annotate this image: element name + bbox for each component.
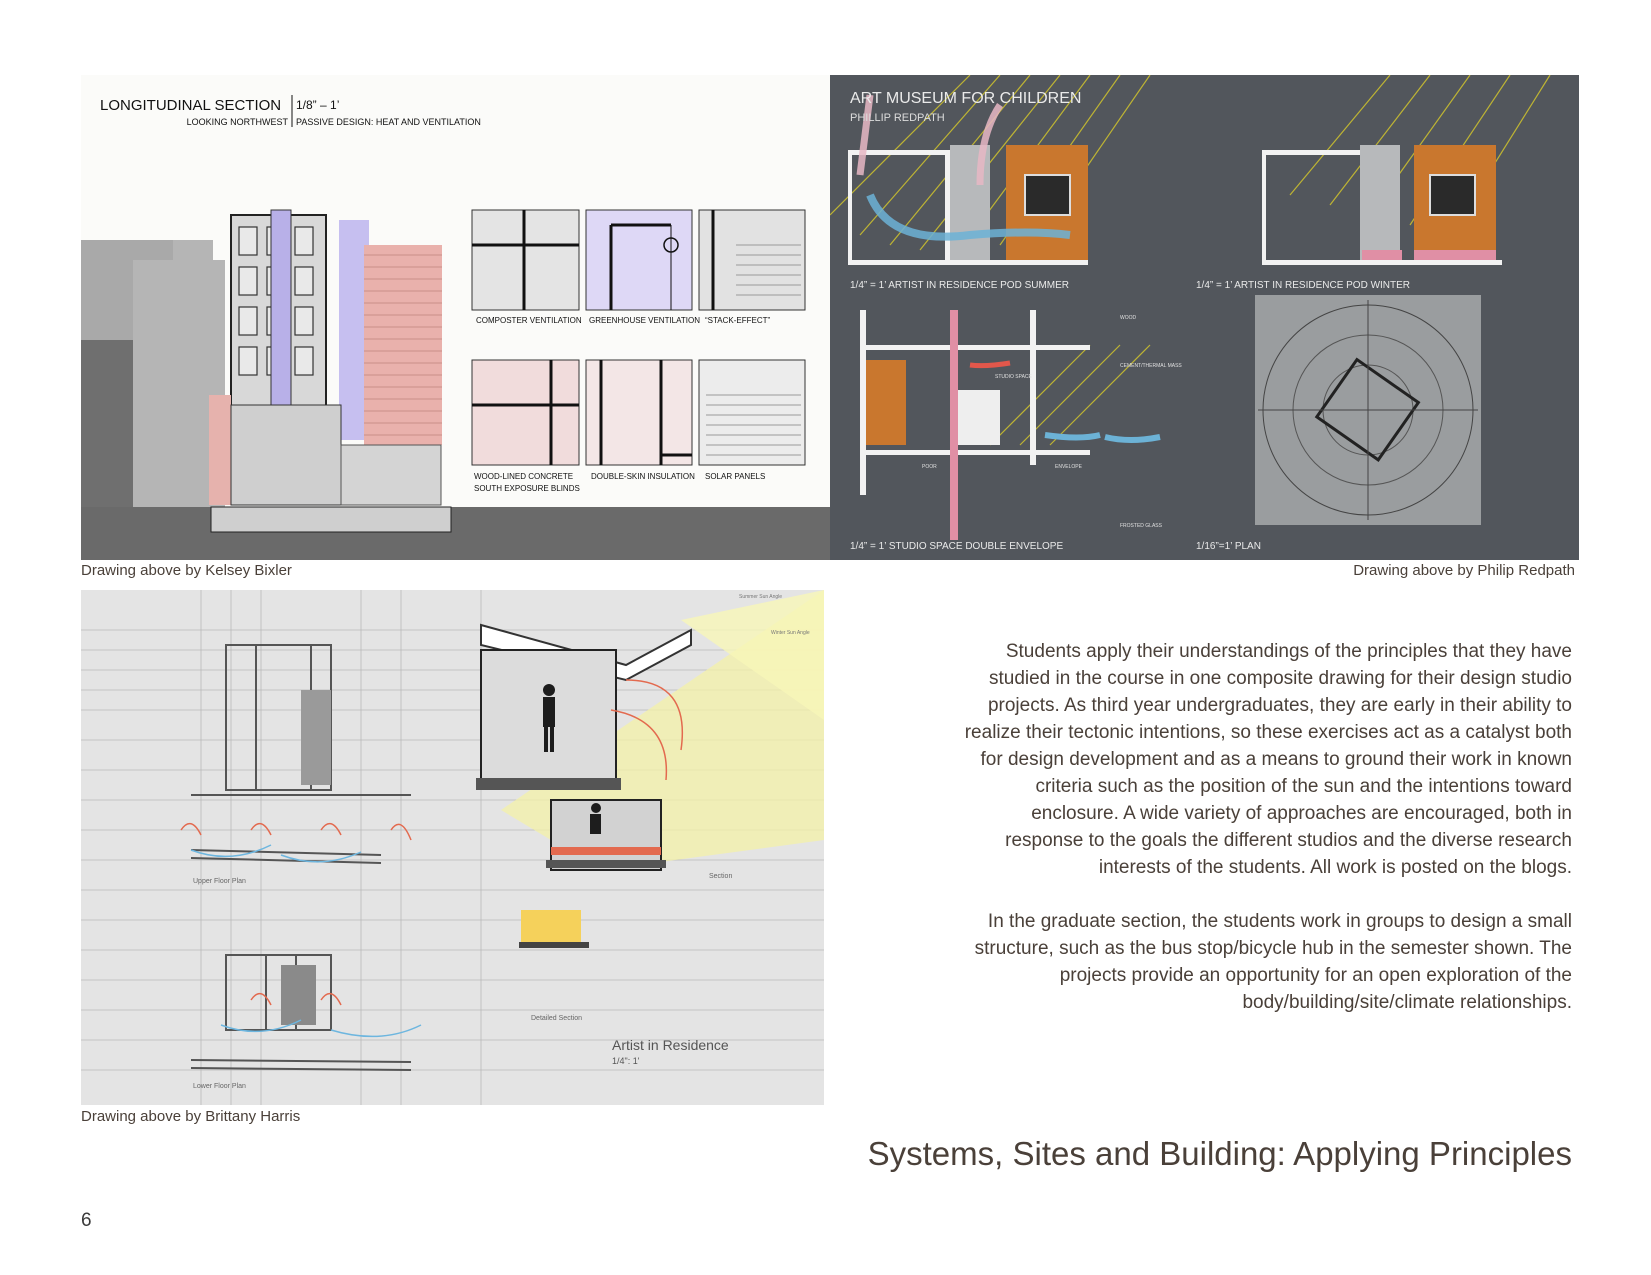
museum-small-label: CEMENT/THERMAL MASS xyxy=(1120,363,1182,369)
sketch-title: Artist in Residence xyxy=(612,1037,729,1053)
section-drawing xyxy=(81,75,830,560)
museum-small-label: FROSTED GLASS xyxy=(1120,523,1162,529)
detail-label: DOUBLE-SKIN INSULATION xyxy=(591,472,695,481)
caption-bottom-left: Drawing above by Brittany Harris xyxy=(81,1108,301,1125)
sketch-label: Lower Floor Plan xyxy=(193,1083,246,1090)
caption-top-left: Drawing above by Kelsey Bixler xyxy=(81,562,292,579)
museum-label: 1/4” = 1’ ARTIST IN RESIDENCE POD SUMMER xyxy=(850,280,1070,291)
caption-top-right: Drawing above by Philip Redpath xyxy=(1353,562,1575,579)
section-subtitle-left: LOOKING NORTHWEST xyxy=(186,117,288,127)
detail-label: “STACK-EFFECT” xyxy=(705,316,771,325)
museum-small-label: WOOD xyxy=(1120,315,1137,321)
body-paragraph: Students apply their understandings of the principles that they have studied in the course in one composite drawing for their design studio projects. As third year undergraduates, they are early in their ability to realize their tectonic intentions, so these exercises act as a catalyst both for design development and as a means to ground their work in known criteria such as the position of the sun and the intentions toward enclosure. A wide variety of approaches are encouraged, both in response to the goals the different studios and the diverse research interests of the students. All work is posted on the blogs. xyxy=(964,641,1572,878)
museum-label: 1/16”=1’ PLAN xyxy=(1196,541,1261,552)
section-title: LONGITUDINAL SECTION xyxy=(100,97,282,114)
museum-small-label: POOR xyxy=(922,464,937,470)
body-text xyxy=(955,638,1572,1016)
sketch-drawing xyxy=(81,590,824,1105)
page-heading: Systems, Sites and Building: Applying Principles xyxy=(867,1135,1572,1172)
sketch-drawing-image xyxy=(81,590,824,1105)
detail-label: SOLAR PANELS xyxy=(705,472,766,481)
sketch-label: Upper Floor Plan xyxy=(193,878,246,885)
detail-label: WOOD-LINED CONCRETE xyxy=(474,472,574,481)
museum-small-label: STUDIO SPACE xyxy=(995,374,1032,380)
section-subtitle-right: PASSIVE DESIGN: HEAT AND VENTILATION xyxy=(296,117,481,127)
body-paragraph: In the graduate section, the students work in groups to design a small structure, such as the bus stop/bicycle hub in the semester shown. The projects provide an opportunity for an open exploration of the body/building/site/climate relationships. xyxy=(974,911,1572,1013)
museum-small-label: ENVELOPE xyxy=(1055,464,1082,470)
sketch-label: Winter Sun Angle xyxy=(771,630,810,636)
sketch-label: Summer Sun Angle xyxy=(739,594,783,600)
section-drawing-image xyxy=(81,75,830,560)
museum-drawing xyxy=(830,75,1579,560)
page-number: 6 xyxy=(81,1210,92,1231)
section-scale: 1/8” – 1’ xyxy=(296,98,340,112)
museum-label: 1/4” = 1’ ARTIST IN RESIDENCE POD WINTER xyxy=(1196,280,1411,291)
detail-label: SOUTH EXPOSURE BLINDS xyxy=(474,484,580,493)
museum-title: ART MUSEUM FOR CHILDREN xyxy=(850,90,1082,107)
detail-label: GREENHOUSE VENTILATION xyxy=(589,316,700,325)
museum-drawing-image xyxy=(830,75,1579,560)
sketch-scale: 1/4": 1' xyxy=(612,1056,640,1066)
sketch-label: Section xyxy=(709,873,733,880)
sketch-label: Detailed Section xyxy=(531,1015,582,1022)
detail-label: COMPOSTER VENTILATION xyxy=(476,316,582,325)
museum-label: 1/4” = 1’ STUDIO SPACE DOUBLE ENVELOPE xyxy=(850,541,1064,552)
museum-author: PHILLIP REDPATH xyxy=(850,112,945,124)
